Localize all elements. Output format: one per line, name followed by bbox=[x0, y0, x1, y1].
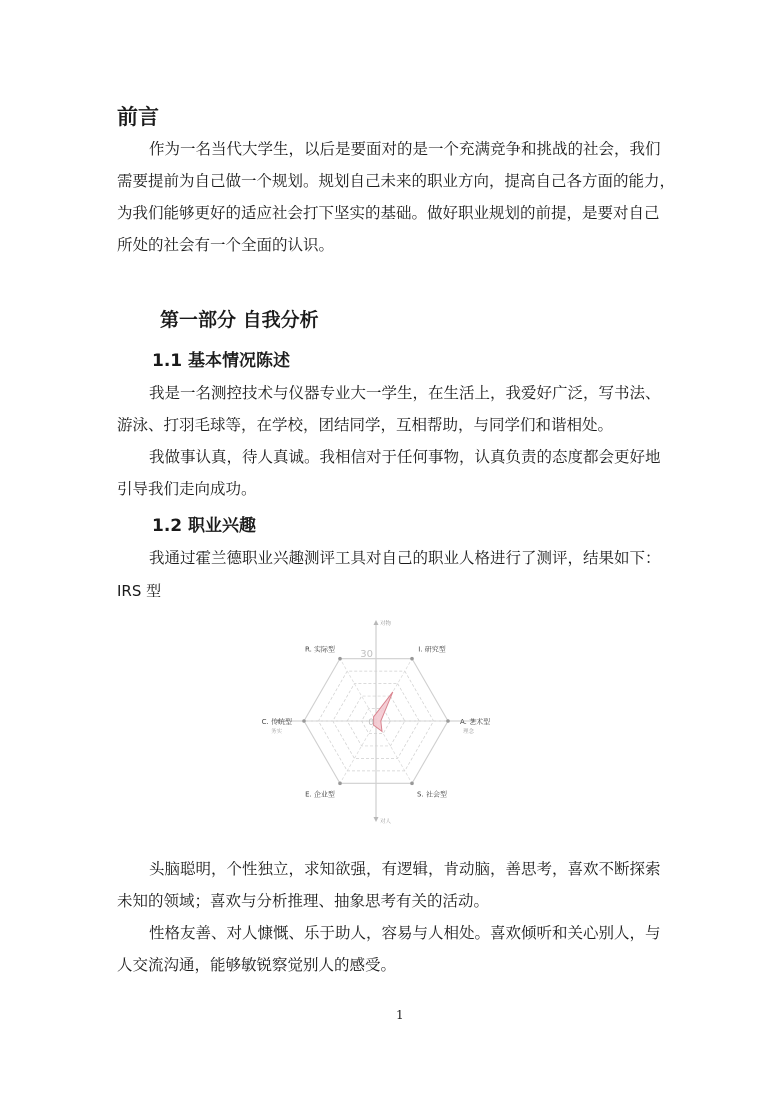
radar-vertex bbox=[338, 657, 342, 661]
section-1-1-line-3: 我做事认真，待人真诚。我相信对于任何事物，认真负责的态度都会更好地 bbox=[149, 448, 661, 466]
holland-radar-chart bbox=[258, 618, 498, 830]
radar-vertex bbox=[338, 782, 342, 786]
section-1-1-line-4: 引导我们走向成功。 bbox=[117, 480, 257, 498]
section-1-1-line-1: 我是一名测控技术与仪器专业大一学生，在生活上，我爱好广泛，写书法、 bbox=[149, 384, 661, 402]
radar-spoke bbox=[340, 659, 376, 721]
section-1-2-intro: 我通过霍兰德职业兴趣测评工具对自己的职业人格进行了测评，结果如下： bbox=[149, 549, 661, 567]
radar-axis-label: A. 艺术型 bbox=[460, 718, 491, 726]
section-1-1-heading: 1.1 基本情况陈述 bbox=[152, 351, 291, 371]
preface-heading: 前言 bbox=[117, 104, 159, 129]
preface-line-1: 作为一名当代大学生，以后是要面对的是一个充满竞争和挑战的社会，我们 bbox=[149, 140, 661, 158]
preface-line-2: 需要提前为自己做一个规划。规划自己未来的职业方向，提高自己各方面的能力， bbox=[117, 172, 676, 190]
preface-line-3: 为我们能够更好的适应社会打下坚实的基础。做好职业规划的前提，是要对自己 bbox=[117, 204, 660, 222]
radar-vertex bbox=[302, 719, 306, 723]
radar-spoke bbox=[340, 721, 376, 783]
interest-desc-line-2: 未知的领域；喜欢与分析推理、抽象思考有关的活动。 bbox=[117, 892, 490, 910]
radar-vertex bbox=[410, 782, 414, 786]
radar-scale-max-label: 30 bbox=[360, 649, 373, 660]
interest-desc-line-1: 头脑聪明，个性独立，求知欲强，有逻辑，肯动脑，善思考，喜欢不断探索 bbox=[149, 860, 661, 878]
interest-desc-line-3: 性格友善、对人慷慨、乐于助人，容易与人相处。喜欢倾听和关心别人，与 bbox=[149, 924, 661, 942]
bottom-arrow-icon bbox=[374, 817, 379, 822]
orientation-left-label: 务实 bbox=[271, 729, 283, 735]
radar-axis-label: R. 实际型 bbox=[304, 645, 336, 654]
radar-axis-label: S. 社会型 bbox=[417, 790, 447, 799]
radar-vertex bbox=[446, 719, 450, 723]
holland-result-type: IRS 型 bbox=[117, 582, 162, 600]
interest-desc-line-4: 人交流沟通，能够敏锐察觉别人的感受。 bbox=[117, 956, 397, 974]
radar-vertex bbox=[410, 657, 414, 661]
radar-axis-label: C. 传统型 bbox=[261, 718, 292, 726]
orientation-top-label: 对物 bbox=[380, 621, 392, 627]
part1-heading: 第一部分 自我分析 bbox=[160, 309, 319, 331]
orientation-bottom-label: 对人 bbox=[380, 819, 392, 825]
radar-axis-label: I. 研究型 bbox=[418, 645, 446, 654]
preface-line-4: 所处的社会有一个全面的认识。 bbox=[117, 236, 335, 254]
page-number: 1 bbox=[396, 1008, 404, 1022]
section-1-1-line-2: 游泳、打羽毛球等，在学校，团结同学，互相帮助，与同学们和谐相处。 bbox=[117, 416, 614, 434]
radar-scale-zero-label: 0 bbox=[368, 718, 374, 728]
section-1-2-heading: 1.2 职业兴趣 bbox=[152, 516, 257, 536]
radar-data-area bbox=[374, 692, 393, 731]
radar-axis-label: E. 企业型 bbox=[305, 790, 335, 799]
orientation-right-label: 理念 bbox=[462, 729, 474, 735]
top-arrow-icon bbox=[374, 620, 379, 625]
